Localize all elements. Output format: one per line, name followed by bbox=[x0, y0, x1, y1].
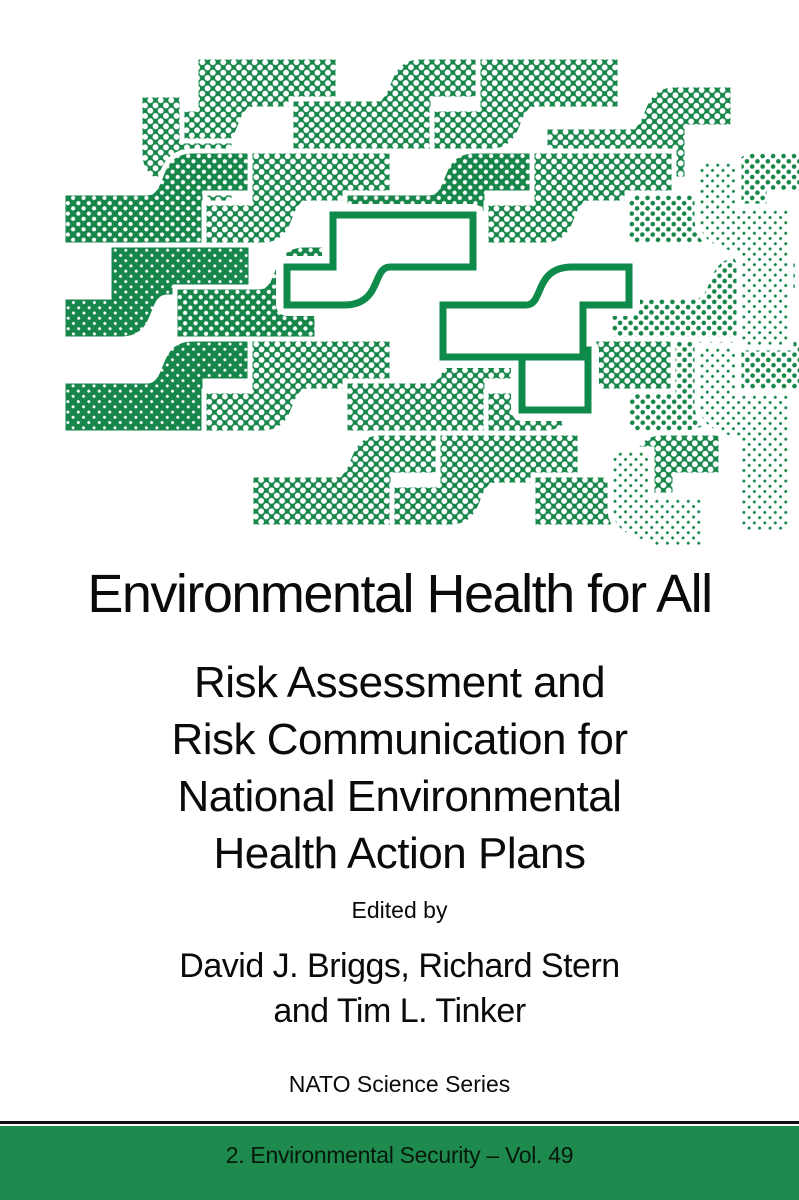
footer-bar bbox=[0, 1126, 799, 1200]
subtitle-line-4: Health Action Plans bbox=[213, 829, 586, 878]
subtitle-line-2: Risk Communication for bbox=[171, 715, 628, 764]
editors-names bbox=[0, 944, 799, 1034]
jigsaw-pattern bbox=[0, 0, 799, 545]
subtitle-line-1: Risk Assessment and bbox=[193, 658, 606, 707]
book-title: Environmental Health for All bbox=[87, 564, 712, 624]
series-name: NATO Science Series bbox=[288, 1071, 511, 1097]
editors-line-1: David J. Briggs, Richard Stern bbox=[179, 947, 620, 985]
editors-line-2: and Tim L. Tinker bbox=[273, 992, 526, 1030]
edited-by-label: Edited by bbox=[351, 897, 448, 923]
book-subtitle bbox=[0, 654, 799, 882]
footer-series-volume: 2. Environmental Security – Vol. 49 bbox=[225, 1142, 574, 1168]
subtitle-line-3: National Environmental bbox=[177, 772, 622, 821]
footer-rule bbox=[0, 1121, 799, 1124]
